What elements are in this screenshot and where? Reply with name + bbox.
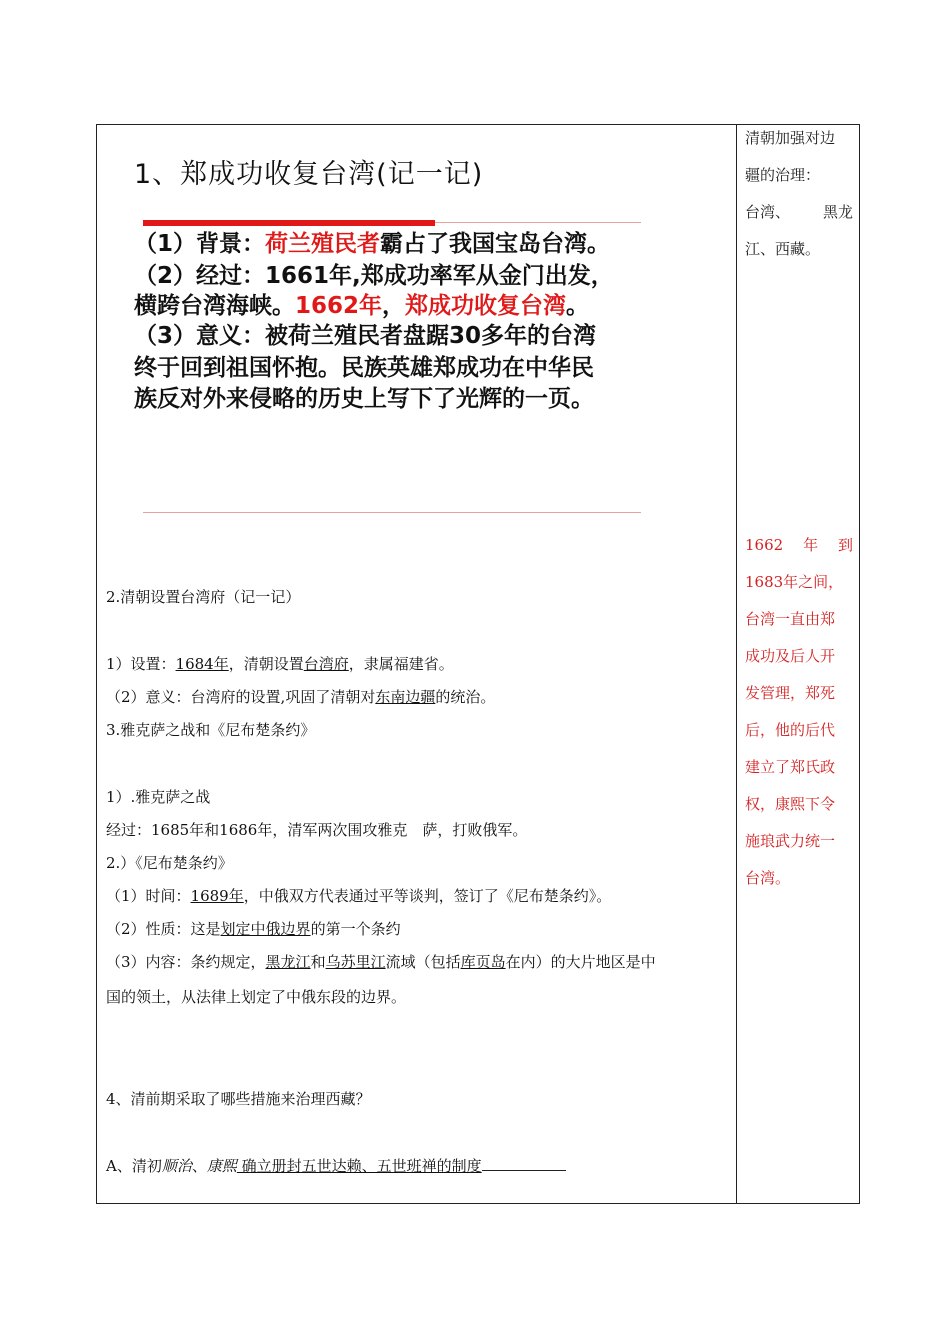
background-rest: 霸占了我国宝岛台湾。: [380, 231, 611, 257]
side-black-3a: 台湾、: [745, 203, 791, 221]
slide-meaning-line-3: 族反对外来侵略的历史上写下了光辉的一页。: [134, 386, 594, 412]
side-red-line-2: 1683年之间，: [745, 573, 844, 591]
content-label: （3）内容：条约规定，: [106, 953, 266, 971]
background-label: （1）背景：: [134, 231, 266, 257]
slide-course-line-2: [134, 290, 654, 322]
section-3-heading: 3.雅克萨之战和《尼布楚条约》: [106, 721, 316, 739]
side-red-line-7: 建立了郑氏政: [745, 758, 836, 776]
side-black-line-1: 清朝加强对边: [745, 129, 836, 147]
answer-prefix: A、清初: [106, 1157, 162, 1175]
section-3-1-course: 经过：1685年和1686年，清军两次围攻雅克 萨，打败俄军。: [106, 821, 528, 839]
side-black-3b: 黑龙: [822, 203, 853, 221]
meaning-region: 东南边疆: [375, 688, 436, 706]
time-label: （1）时间：: [106, 887, 191, 905]
side-red-line-1: [745, 527, 853, 564]
section-2-meaning: [106, 686, 495, 707]
meaning-end: 的统治。: [435, 688, 496, 706]
side-note-red: [745, 527, 853, 897]
content-mid: 流域（包括: [385, 953, 461, 971]
side-red-1a: 1662: [745, 536, 784, 554]
side-red-line-4: 成功及后人开: [745, 647, 836, 665]
nature-end: 的第一个条约: [310, 920, 401, 938]
section-4-answer-a: [106, 1155, 566, 1176]
slide-title: 1、郑成功收复台湾(记一记): [134, 159, 484, 190]
answer-kangxi: 康熙: [206, 1157, 237, 1175]
side-red-line-6: 后，他的后代: [745, 721, 836, 739]
side-red-1b: 年: [803, 536, 819, 554]
red-accent-bar: [143, 220, 435, 226]
nature-underline: 划定中俄边界: [220, 920, 311, 938]
slide-course-line-1: （2）经过：1661年,郑成功率军从金门出发，: [134, 263, 614, 289]
side-red-line-5: 发管理，郑死: [745, 684, 836, 702]
column-divider: [736, 124, 737, 1204]
content-island: 库页岛: [460, 953, 506, 971]
side-black-line-2: 疆的治理：: [745, 166, 821, 184]
nature-label: （2）性质：这是: [106, 920, 221, 938]
setup-end: ，隶属福建省。: [348, 655, 454, 673]
side-note-black: [745, 120, 853, 268]
course-comma: ，: [382, 293, 406, 319]
side-black-line-3: [745, 194, 853, 231]
side-red-line-3: 台湾一直由郑: [745, 610, 836, 628]
content-river-1: 黑龙江: [265, 953, 311, 971]
treaty-time: [106, 885, 611, 906]
answer-blank-line: [482, 1156, 566, 1171]
setup-year: 1684年: [175, 655, 229, 673]
treaty-nature: [106, 918, 401, 939]
setup-mid: ，清朝设置: [228, 655, 304, 673]
course-year: 1662年: [295, 293, 383, 319]
slide-meaning-line-2: 终于回到祖国怀抱。民族英雄郑成功在中华民: [134, 355, 594, 381]
answer-shunzhi: 顺治: [161, 1157, 192, 1175]
side-red-line-9: 施琅武力统一: [745, 832, 836, 850]
meaning-label: （2）意义：台湾府的设置,巩固了清朝对: [106, 688, 376, 706]
content-river-2: 乌苏里江: [325, 953, 386, 971]
section-3-2-heading: 2.）《尼布楚条约》: [106, 854, 233, 872]
slide-bottom-rule: [143, 512, 641, 513]
side-red-1c: 到: [837, 536, 853, 554]
time-end: ，中俄双方代表通过平等谈判，签订了《尼布楚条约》。: [243, 887, 612, 905]
side-black-line-4: 江、西藏。: [745, 240, 821, 258]
slide-top-rule: [435, 222, 641, 223]
content-and: 和: [310, 953, 326, 971]
setup-label: 1）设置：: [106, 655, 176, 673]
treaty-content-line-2: 国的领土，从法律上划定了中俄东段的边界。: [106, 988, 407, 1006]
section-2-setup: [106, 653, 454, 674]
treaty-content: [106, 951, 656, 972]
setup-name: 台湾府: [303, 655, 349, 673]
course-end: 。: [566, 293, 590, 319]
section-4-question: 4、清前期采取了哪些措施来治理西藏？: [106, 1090, 371, 1108]
side-red-line-10: 台湾。: [745, 869, 791, 887]
slide-background-line: [134, 228, 654, 260]
section-3-1-heading: 1）.雅克萨之战: [106, 788, 211, 806]
answer-sep: 、: [191, 1157, 207, 1175]
content-end: 在内）的大片地区是中: [505, 953, 656, 971]
course-text: 横跨台湾海峡。: [134, 293, 295, 319]
section-2-heading: 2.清朝设置台湾府（记一记）: [106, 588, 301, 606]
slide-meaning-line-1: （3）意义：被荷兰殖民者盘踞30多年的台湾: [134, 323, 597, 349]
answer-rest: 确立册封五世达赖、五世班禅的制度: [236, 1157, 482, 1175]
course-event: 郑成功收复台湾: [405, 293, 567, 319]
background-highlight: 荷兰殖民者: [265, 231, 381, 257]
time-year: 1689年: [190, 887, 244, 905]
side-red-line-8: 权，康熙下令: [745, 795, 836, 813]
